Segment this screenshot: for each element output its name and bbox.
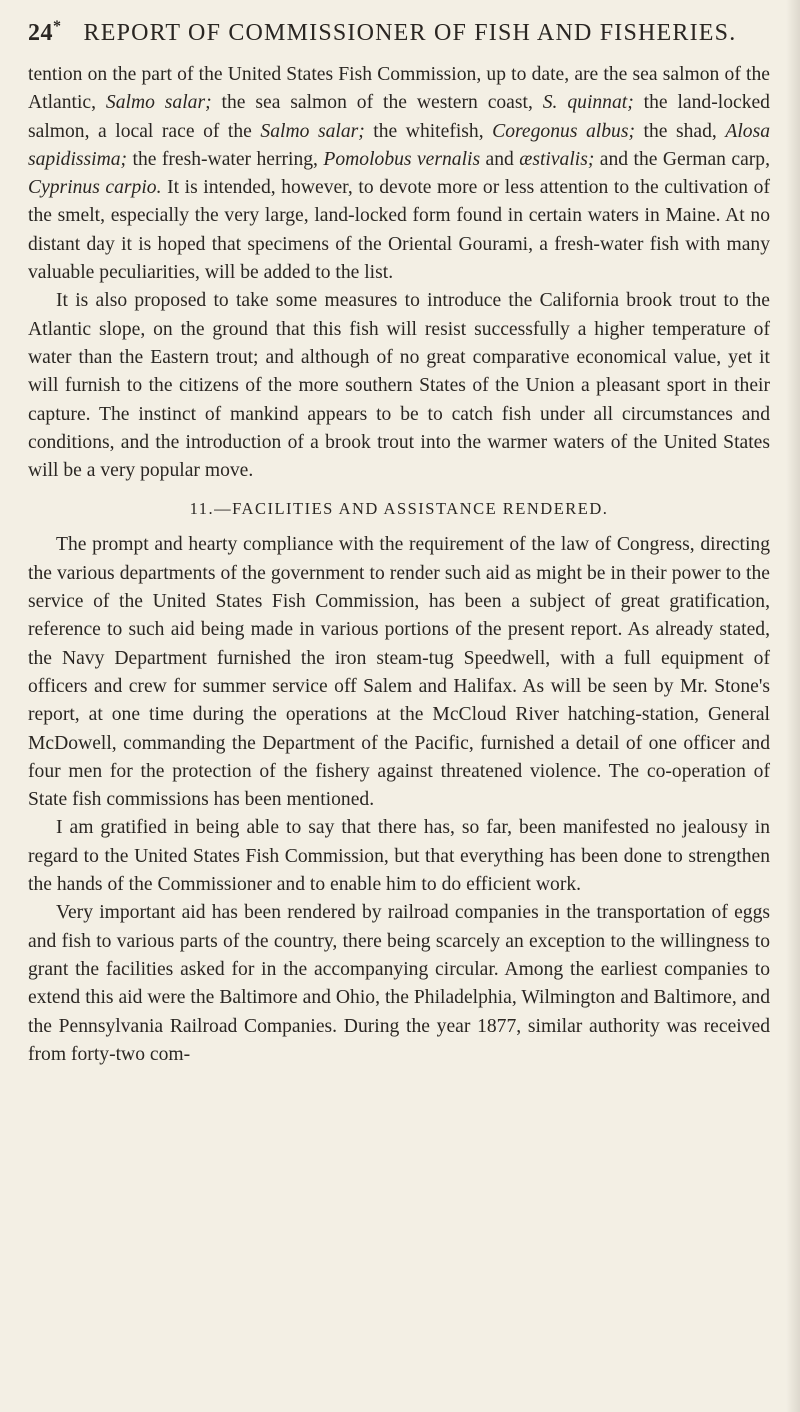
paragraph-railroad-aid: Very important aid has been rendered by railroad companies in the transportation of eggs and fish to various parts of the country, there being scarcely an exception to the willingness to grant the facilities asked for in the accompanying circular. Among the earliest companies to extend this aid were the Baltimore and Ohio, the Philadelphia, Wilmington and Baltimore, and the Pennsylvania Railroad Companies. During the year 1877, similar authority was received from forty-two com- [28,902,770,1065]
running-head [28,18,770,47]
page-edge-shadow [786,0,800,1412]
species-name: Pomolobus vernalis [323,148,481,170]
section-heading: 11.—FACILITIES AND ASSISTANCE RENDERED. [189,499,609,519]
paragraph-continued: tention on the part of the United States Fish Commission, up to date, are the sea salmon of the Atlantic, Salmo salar; the sea salmon of the western coast, S. quinnat; the land-locked salmon, a local race of the Salmo salar; the whitefish, Coregonus albus; the shad, Alosa sapidissima; the fresh-water herring, Pomolobus vernalis and æstivalis; and the German carp, Cyprinus carpio. It is intended, however, to devote more or less attention to the cultivation of the smelt, especially the very large, land-locked form found in certain waters in Maine. At no distant day it is hoped that specimens of the Oriental Gourami, a fresh-water fish with many valuable peculiarities, will be added to the list. [28,64,771,284]
species-name: S. quinnat; [542,92,634,114]
species-name: Cyprinus carpio. [28,177,162,199]
page-number: 24* [28,18,62,46]
species-name: Alosa sapidissima; [28,120,771,170]
species-name: Coregonus albus; [492,120,635,142]
species-name: Salmo salar; [260,120,365,142]
paragraph-brook-trout: It is also proposed to take some measures to introduce the California brook trout to the Atlantic slope, on the ground that this fish will resist successfully a higher temperature of water than the Eastern trout; and although of no great comparative economical value, yet it will furnish to the citizens of the more southern States of the Union a pleasant sport in their capture. The instinct of mankind appears to be to catch fish under all circumstances and conditions, and the introduction of a brook trout into the warmer waters of the United States will be a very popular move. [28,290,770,482]
species-name: Salmo salar; [105,92,212,114]
paragraph-gratified: I am gratified in being able to say that there has, so far, been manifested no jealousy in regard to the United States Fish Commission, but that everything has been done to strengthen the hands of the Commissioner and to enable him to do efficient work. [28,817,770,896]
species-name: æstivalis; [519,148,595,170]
running-title: REPORT OF COMMISSIONER OF FISH AND FISHERIES. [83,20,737,46]
paragraph-facilities: The prompt and hearty compliance with the requirement of the law of Congress, directing the various departments of the government to render such aid as might be in their power to the service of the United States Fish Commission, has been a subject of great gratification, reference to such aid being made in various portions of the present report. As already stated, the Navy Department furnished the iron steam-tug Speedwell, with a full equipment of officers and crew for summer service off Salem and Halifax. As will be seen by Mr. Stone's report, at one time during the operations at the McCloud River hatching-station, General McDowell, commanding the Department of the Pacific, furnished a detail of one officer and four men for the protection of the fishery against threatened violence. The co-operation of State fish commissions has been mentioned. [28,534,770,811]
